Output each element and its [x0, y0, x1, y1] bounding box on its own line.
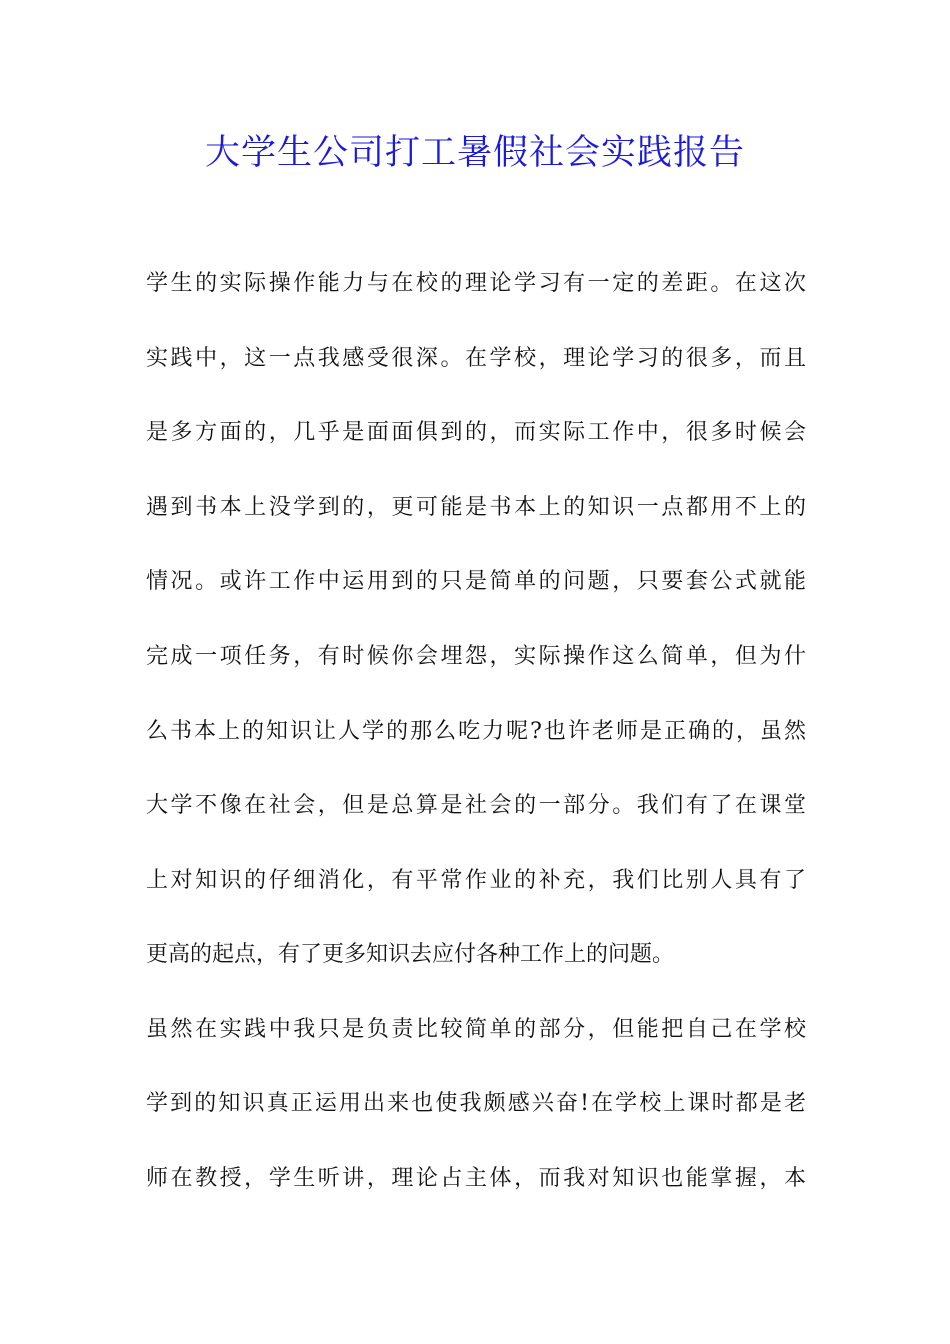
- body-line: 实践中，这一点我感受很深。在学校，理论学习的很多，而且: [146, 346, 806, 371]
- body-line: 完成一项任务，有时候你会埋怨，实际操作这么简单，但为什: [146, 644, 806, 669]
- body-line: 上对知识的仔细消化，有平常作业的补充，我们比别人具有了: [146, 868, 806, 893]
- body-line: 学到的知识真正运用出来也使我颇感兴奋!在学校上课时都是老: [146, 1091, 806, 1116]
- document-title: 大学生公司打工暑假社会实践报告: [204, 133, 745, 173]
- body-line: 更高的起点，有了更多知识去应付各种工作上的问题。: [146, 942, 675, 967]
- body-line: 虽然在实践中我只是负责比较简单的部分，但能把自己在学校: [146, 1017, 806, 1042]
- body-line: 是多方面的，几乎是面面俱到的，而实际工作中，很多时候会: [146, 420, 806, 445]
- body-line: 学生的实际操作能力与在校的理论学习有一定的差距。在这次: [146, 271, 806, 296]
- body-line: 么书本上的知识让人学的那么吃力呢?也许老师是正确的，虽然: [146, 719, 806, 744]
- body-line: 情况。或许工作中运用到的只是简单的问题，只要套公式就能: [146, 569, 806, 594]
- body-line: 遇到书本上没学到的，更可能是书本上的知识一点都用不上的: [146, 495, 806, 520]
- body-line: 大学不像在社会，但是总算是社会的一部分。我们有了在课堂: [146, 793, 806, 818]
- body-line: 师在教授，学生听讲，理论占主体，而我对知识也能掌握，本: [146, 1166, 806, 1191]
